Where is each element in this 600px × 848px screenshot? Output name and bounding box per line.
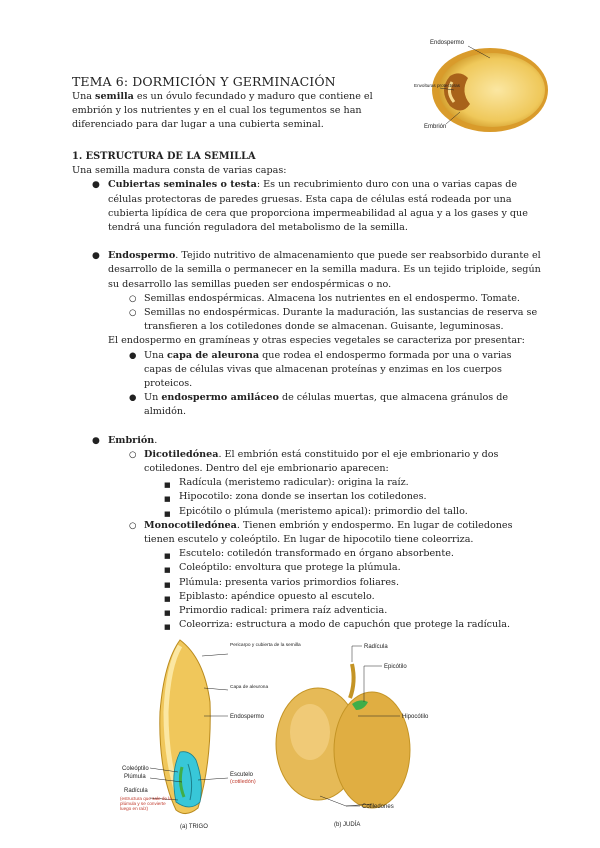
label-cotiledon: (cotiledón): [230, 779, 256, 785]
fig-top-label-envolturas: Envolturas protectoras: [414, 83, 460, 88]
bullet-dot-icon: ●: [129, 393, 137, 404]
list-item: ■ Hipocotilo: zona donde se insertan los cotiledones.: [72, 490, 542, 504]
list-item: ■ Epicótilo o plúmula (meristemo apical): primordio del tallo.: [72, 505, 542, 519]
bullet-square-icon: ■: [164, 481, 171, 490]
bullet-square-icon: ■: [164, 580, 171, 589]
list-item-endospermo: ● Endospermo. Tejido nutritivo de almacenamiento que puede ser reabsorbido durante el desarrollo de la semilla o permanecer en la semilla madura. Es un tejido triploide, según su desarrollo las semillas pueden ser endospérmicas o no.: [92, 250, 541, 290]
caption-judia: (b) JUDÍA: [334, 822, 361, 828]
intro-paragraph: Una semilla es un óvulo fecundado y maduro que contiene el embrión y los nutrientes y en el cual los tegumentos se han diferenciado para dar lugar a una cubierta seminal.: [72, 91, 373, 131]
list-item-cubiertas: ● Cubiertas seminales o testa: Es un recubrimiento duro con una o varias capas de células protectoras de paredes gruesas. Esta capa de células está rodeada por una cubierta lipídica de cera que proporciona impermeabilidad al agua y a los gases y que tendrá una función reguladora del metabolismo de la semilla.: [92, 179, 528, 234]
wheat-grain-diagram: [120, 640, 301, 830]
bullet-dot-icon: ●: [92, 251, 100, 262]
fig-top-label-endosperm: Endospermo: [430, 40, 465, 46]
bullet-square-icon: ■: [164, 609, 171, 618]
label-pericarpo: Pericarpo y cubierta de la semilla: [230, 643, 301, 648]
label-epicotilo: Epicótilo: [384, 664, 407, 670]
bullet-circle-icon: ○: [129, 449, 137, 460]
list-item: ■ Coleorriza: estructura a modo de capuchón que protege la radícula.: [72, 618, 542, 632]
bullet-dot-icon: ●: [92, 435, 100, 446]
label-radicula-note: (estructura que sale de la plúmula y se convierte luego en raíz): [120, 796, 172, 812]
gramineas-lead: El endospermo en gramíneas y otras especies vegetales se caracteriza por presentar:: [108, 335, 525, 347]
page-title: TEMA 6: DORMICIÓN Y GERMINACIÓN: [72, 74, 336, 89]
bullet-circle-icon: ○: [129, 293, 137, 304]
bean-cotyledon-right: [334, 692, 410, 808]
bean-diagram: [276, 644, 429, 828]
label-cotiledones: Cotiledones: [362, 804, 394, 810]
section-lead: Una semilla madura consta de varias capas:: [72, 165, 287, 177]
label-plumula: Plúmula: [124, 774, 146, 780]
bullet-square-icon: ■: [164, 623, 171, 632]
label-coleoptilo: Coleóptilo: [122, 766, 149, 772]
list-item-embrion: ● Embrión.: [72, 434, 542, 448]
fig-top-label-embryo: Embrión: [424, 124, 447, 130]
list-item-no-endospermicas: ○ Semillas no endospérmicas. Durante la maduración, las sustancias de reserva se transfieren a los cotiledones donde se almacenan. Guisante, leguminosas.: [129, 307, 538, 333]
list-item: ■ Plúmula: presenta varios primordios foliares.: [72, 576, 542, 590]
label-radicula-judia: Radícula: [364, 644, 388, 650]
bullet-square-icon: ■: [164, 495, 171, 504]
bullet-dot-icon: ●: [129, 350, 137, 361]
label-radicula-trigo: Radícula: [124, 788, 148, 794]
bullet-dot-icon: ●: [92, 180, 100, 191]
section-body: [72, 150, 542, 633]
label-endospermo: Endospermo: [230, 714, 265, 720]
bullet-square-icon: ■: [164, 594, 171, 603]
list-item-amilaceo: ● Un endospermo amiláceo de células muertas, que almacena gránulos de almidón.: [129, 392, 509, 418]
list-item: ■ Radícula (meristemo radicular): origina la raíz.: [72, 476, 542, 490]
label-escutelo: Escutelo: [230, 772, 254, 778]
bullet-circle-icon: ○: [129, 308, 137, 319]
list-item: ■ Primordio radical: primera raíz adventicia.: [72, 604, 542, 618]
bullet-circle-icon: ○: [129, 520, 137, 531]
list-item: ■ Epiblasto: apéndice opuesto al escutelo.: [72, 590, 542, 604]
bullet-square-icon: ■: [164, 552, 171, 561]
list-item-monocotiledonea: ○ Monocotiledónea. Tienen embrión y endospermo. En lugar de cotiledones tienen escutelo y coleóptilo. En lugar de hipocotilo tiene coleorriza.: [129, 519, 513, 546]
label-hipocotilo: Hipocótilo: [402, 714, 429, 720]
bullet-square-icon: ■: [164, 509, 171, 518]
seed-cross-section-figure: [410, 32, 550, 142]
list-item: ■ Coleóptilo: envoltura que protege la plúmula.: [72, 561, 542, 575]
label-aleurona: Capa de aleurona: [230, 685, 269, 690]
list-item-dicotiledonea: ○ Dicotiledónea. El embrión está constituido por el eje embrionario y dos cotiledones. Dentro del eje embrionario aparecen:: [129, 448, 499, 475]
section-heading: 1. ESTRUCTURA DE LA SEMILLA: [72, 151, 256, 162]
seed-comparison-figure: [120, 632, 490, 832]
list-item: ■ Escutelo: cotiledón transformado en órgano absorbente.: [72, 547, 542, 561]
list-item-endospermicas: ○ Semillas endospérmicas. Almacena los nutrientes en el endospermo. Tomate.: [72, 292, 542, 306]
bean-radicle-shape: [350, 664, 354, 698]
caption-trigo: (a) TRIGO: [180, 824, 208, 830]
bullet-square-icon: ■: [164, 566, 171, 575]
list-item-aleurona: ● Una capa de aleurona que rodea el endospermo formada por una o varias capas de células vivas que almacenan proteínas y enzimas en los cuerpos proteicos.: [129, 349, 512, 390]
